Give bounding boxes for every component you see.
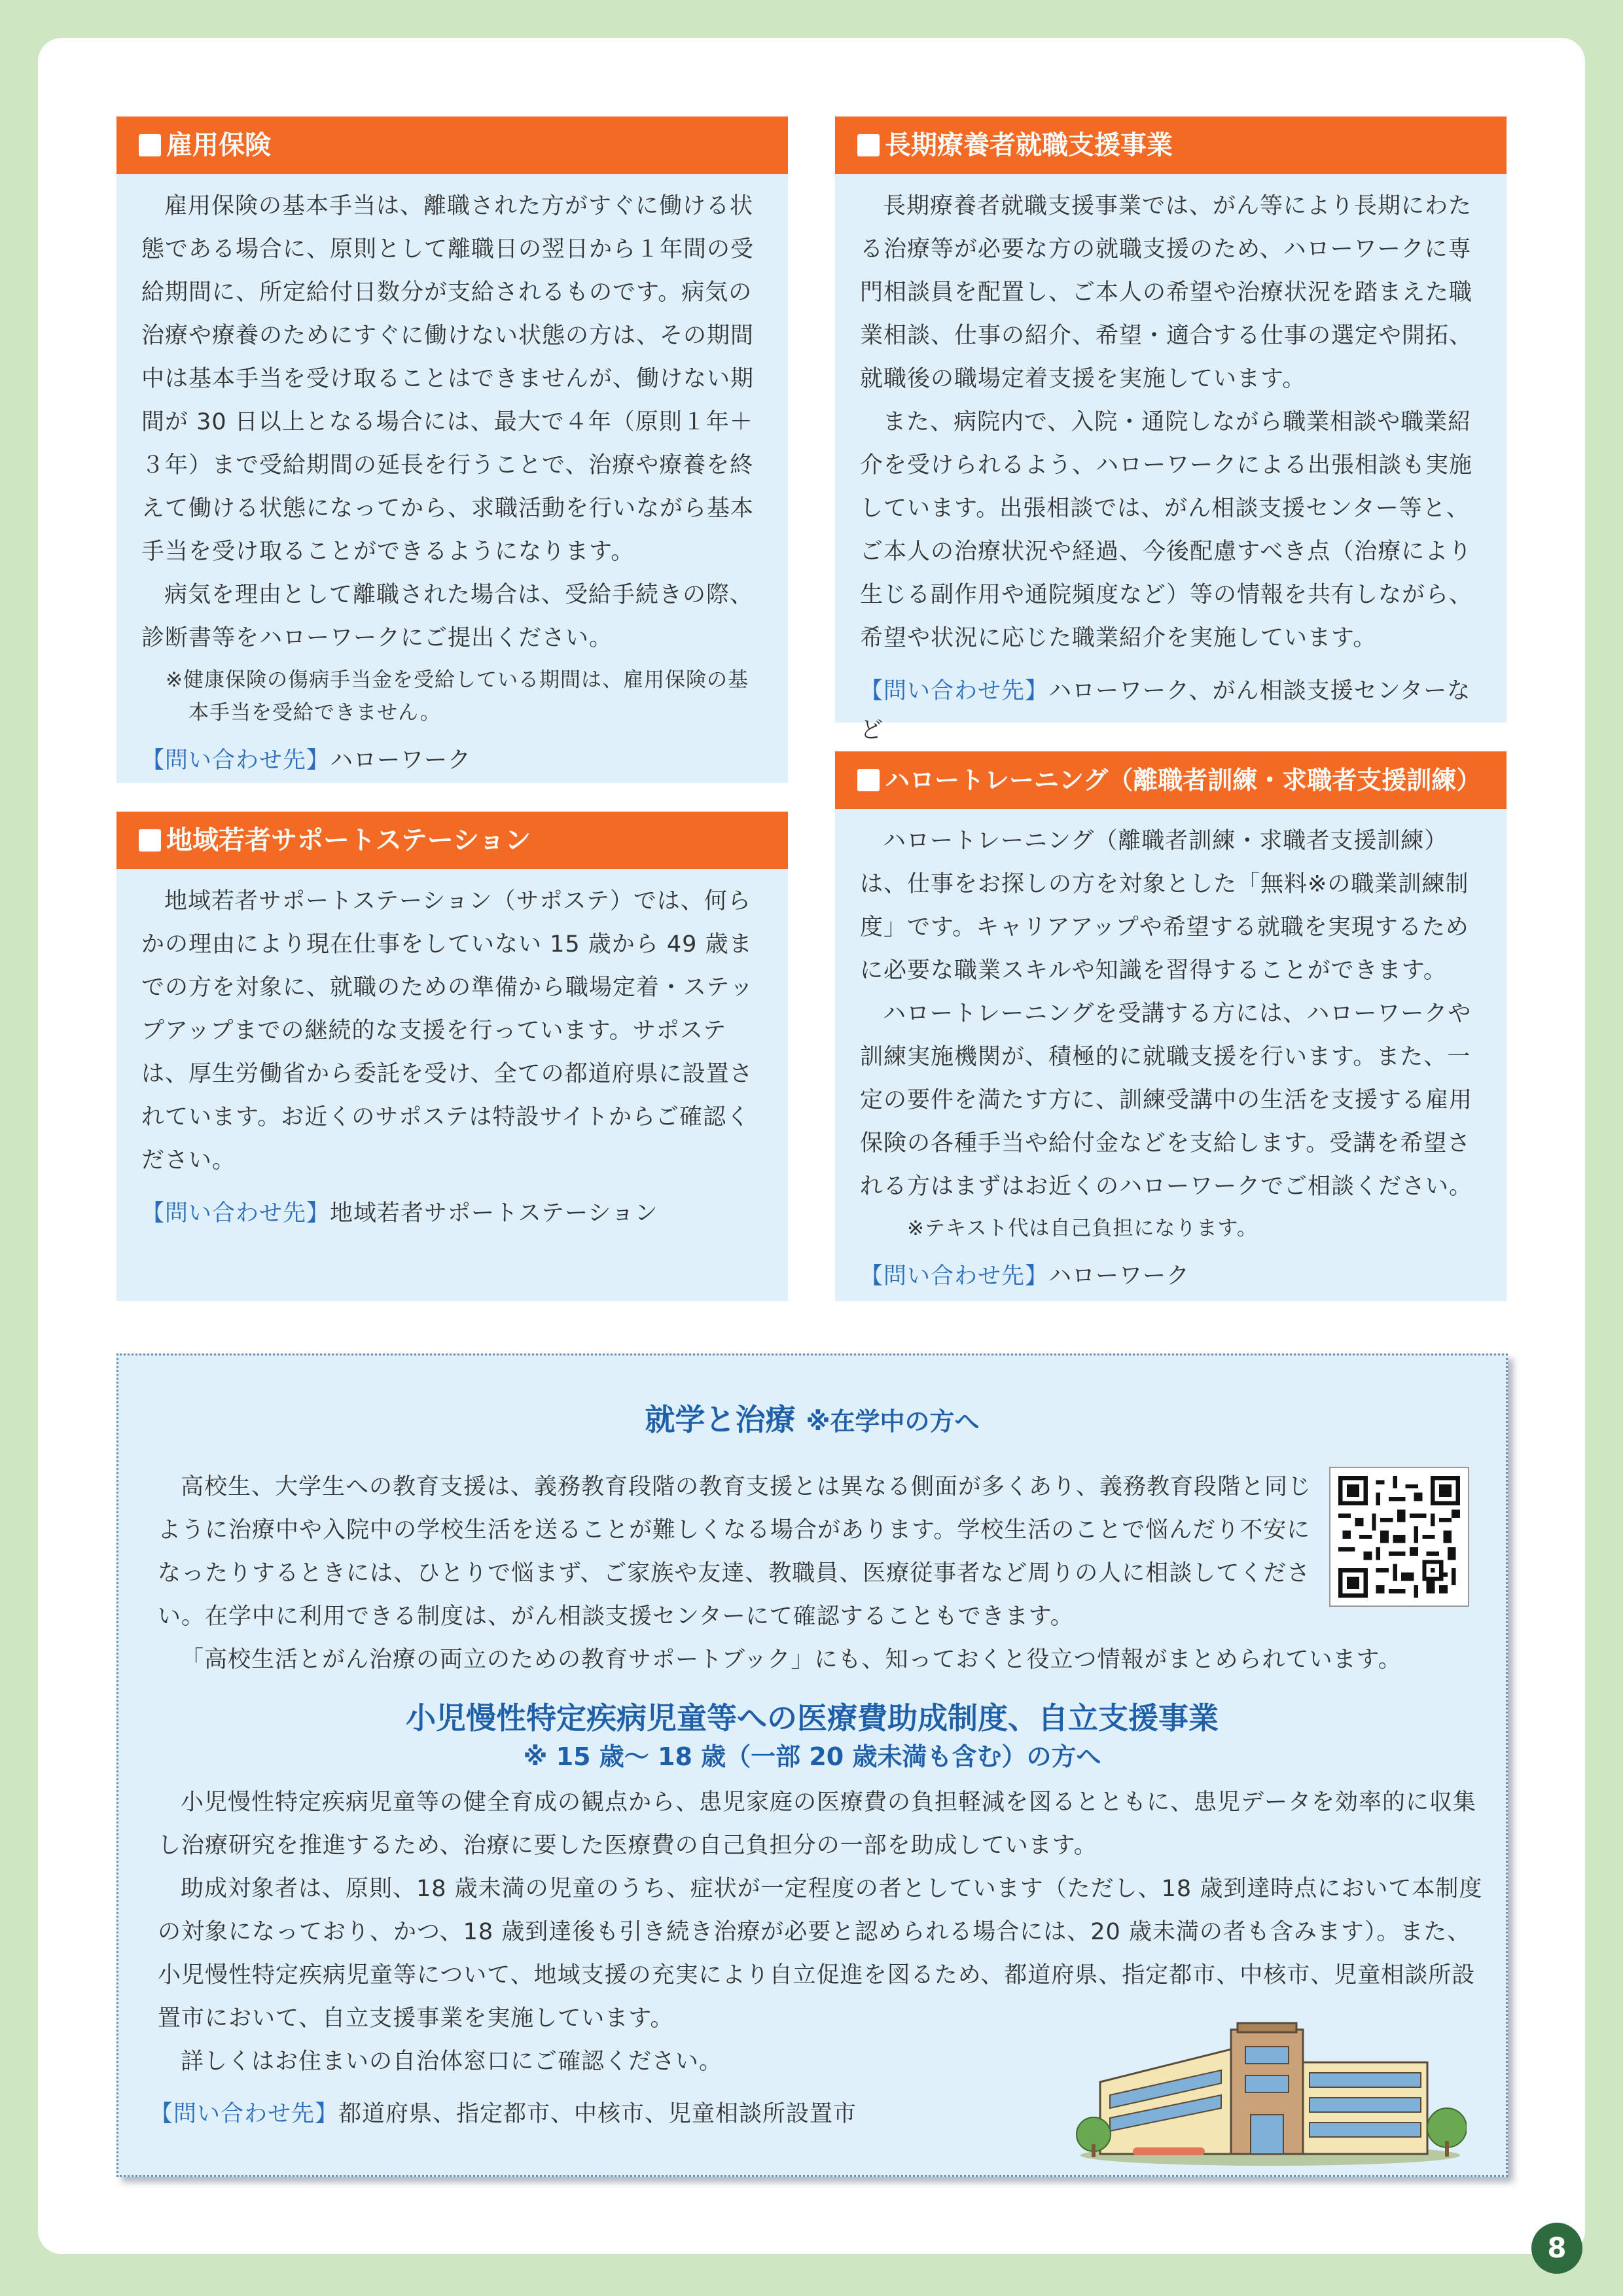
hello-training-box	[835, 751, 1507, 1301]
long-term-support-title: 長期療養者就職支援事業	[885, 130, 1173, 160]
contact-value: 都道府県、指定都市、中核市、児童相談所設置市	[338, 2101, 857, 2127]
square-bullet-icon	[139, 134, 161, 156]
paragraph: 助成対象者は、原則、18 歳未満の児童のうち、症状が一定程度の者としています（ただし、18 歳到達時点において本制度の対象になっており、かつ、18 歳到達後も引き続き治療が必要と認められる場合には、20 歳未満の者も含みます）。また、小児慢性特定疾病児童等について、地域支援の充実により自立促進を図るため、都道府県、指定都市、中核市、児童相談所設置市において、自立支援事業を実施しています。	[158, 1876, 1483, 2032]
youth-support-header	[116, 812, 788, 869]
pediatric-text-3	[158, 2040, 1074, 2083]
contact-value: ハローワーク	[330, 747, 472, 774]
long-term-support-box	[835, 117, 1507, 744]
school-building-illustration	[1074, 2010, 1467, 2167]
contact-label: 【問い合わせ先】	[150, 2101, 339, 2127]
paragraph: 地域若者サポートステーション（サポステ）では、何らかの理由により現在仕事をしていない 15 歳から 49 歳までの方を対象に、就職のための準備から職場定着・ステップアップまでの継続的な支援を行っています。サポステは、厚生労働省から委託を受け、全ての都道府県に設置されています。お近くのサポステは特設サイトからご確認ください。	[141, 888, 754, 1174]
study-text-2	[158, 1638, 1493, 1681]
employment-insurance-title: 雇用保険	[166, 130, 271, 160]
paragraph: 小児慢性特定疾病児童等の健全育成の観点から、患児家庭の医療費の負担軽減を図るとともに、患児データを効率的に収集し治療研究を推進するため、治療に要した医療費の自己負担分の一部を助成しています。	[158, 1789, 1477, 1859]
employment-insurance-header	[116, 117, 788, 174]
paragraph: 詳しくはお住まいの自治体窓口にご確認ください。	[181, 2049, 723, 2075]
paragraph: 雇用保険の基本手当は、離職された方がすぐに働ける状態である場合に、原則として離職日の翌日から１年間の受給期間に、所定給付日数分が支給されるものです。病気の治療や療養のためにすぐに働けない状態の方は、その期間中は基本手当を受け取ることはできませんが、働けない期間が 30 日以上となる場合には、最大で４年（原則１年＋３年）まで受給期間の延長を行うことで、治療や療養を終えて働ける状態になってから、求職活動を行いながら基本手当を受け取ることができるようになります。	[141, 193, 755, 565]
study-title-text: 就学と治療	[645, 1402, 796, 1437]
pediatric-subtitle: ※ 15 歳～ 18 歳（一部 20 歳未満も含む）の方へ	[523, 1742, 1101, 1771]
study-treatment-title	[118, 1396, 1506, 1439]
employment-insurance-box	[116, 117, 788, 783]
note: ※健康保険の傷病手当金を受給している期間は、雇用保険の基本手当を受給できません。	[166, 668, 749, 725]
contact-line	[860, 672, 1483, 750]
page-number-badge: 8	[1531, 2223, 1582, 2274]
paragraph: ハロートレーニングを受講する方には、ハローワークや訓練実施機関が、積極的に就職支援を行います。また、一定の要件を満たす方に、訓練受講中の生活を支援する雇用保険の各種手当や給付金などを支給します。受講を希望される方はまずはお近くのハローワークでご相談ください。	[860, 1001, 1473, 1200]
contact-line	[150, 2092, 1066, 2136]
paragraph: 病気を理由として離職された場合は、受給手続きの際、診断書等をハローワークにご提出ください。	[141, 582, 754, 651]
contact-value: 地域若者サポートステーション	[330, 1200, 658, 1227]
contact-label: 【問い合わせ先】	[141, 1200, 330, 1227]
square-bullet-icon	[857, 134, 880, 156]
contact-value: ハローワーク、がん相談支援センターなど	[860, 678, 1471, 744]
contact-label: 【問い合わせ先】	[141, 747, 330, 774]
paragraph: ハロートレーニング（離職者訓練・求職者支援訓練）は、仕事をお探しの方を対象とした「無料※の職業訓練制度」です。キャリアアップや希望する就職を実現するために必要な職業スキルや知識を習得することができます。	[860, 828, 1469, 984]
contact-line	[141, 741, 764, 780]
youth-support-title: 地域若者サポートステーション	[166, 825, 531, 855]
study-text	[158, 1465, 1316, 1638]
pediatric-text	[158, 1781, 1493, 2040]
paragraph: 長期療養者就職支援事業では、がん等により長期にわたる治療等が必要な方の就職支援のため、ハローワークに専門相談員を配置し、ご本人の希望や治療状況を踏まえた職業相談、仕事の紹介、希望・適合する仕事の選定や開拓、就職後の職場定着支援を実施しています。	[860, 193, 1473, 392]
hello-training-header	[835, 751, 1507, 809]
contact-line	[141, 1194, 764, 1233]
paragraph: 高校生、大学生への教育支援は、義務教育段階の教育支援とは異なる側面が多くあり、義務教育段階と同じように治療中や入院中の学校生活を送ることが難しくなる場合があります。学校生活のことで悩んだり不安になったりするときには、ひとりで悩まず、ご家族や友達、教職員、医療従事者など周りの人に相談してください。在学中に利用できる制度は、がん相談支援センターにて確認することもできます。	[158, 1474, 1312, 1630]
long-term-support-header	[835, 117, 1507, 174]
paragraph: 「高校生活とがん治療の両立のための教育サポートブック」にも、知っておくと役立つ情報がまとめられています。	[181, 1647, 1402, 1673]
contact-value: ハローワーク	[1048, 1263, 1190, 1289]
contact-line	[860, 1257, 1483, 1296]
paragraph: また、病院内で、入院・通院しながら職業相談や職業紹介を受けられるよう、ハローワークによる出張相談も実施しています。出張相談では、がん相談支援センター等と、ご本人の治療状況や経過、今後配慮すべき点（治療により生じる副作用や通院頻度など）等の情報を共有しながら、希望や状況に応じた職業紹介を実施しています。	[860, 409, 1473, 651]
pediatric-title: 小児慢性特定疾病児童等への医療費助成制度、自立支援事業	[406, 1700, 1219, 1736]
note: ※テキスト代は自己負担になります。	[907, 1217, 1258, 1240]
square-bullet-icon	[139, 829, 161, 852]
study-title-note: ※在学中の方へ	[806, 1407, 980, 1436]
hello-training-title: ハロートレーニング（離職者訓練・求職者支援訓練）	[885, 766, 1482, 795]
youth-support-box	[116, 812, 788, 1301]
education-medical-panel	[116, 1354, 1508, 2177]
qr-code-icon[interactable]	[1329, 1467, 1469, 1607]
contact-label: 【問い合わせ先】	[860, 1263, 1049, 1289]
contact-label: 【問い合わせ先】	[860, 678, 1049, 704]
square-bullet-icon	[857, 769, 880, 791]
